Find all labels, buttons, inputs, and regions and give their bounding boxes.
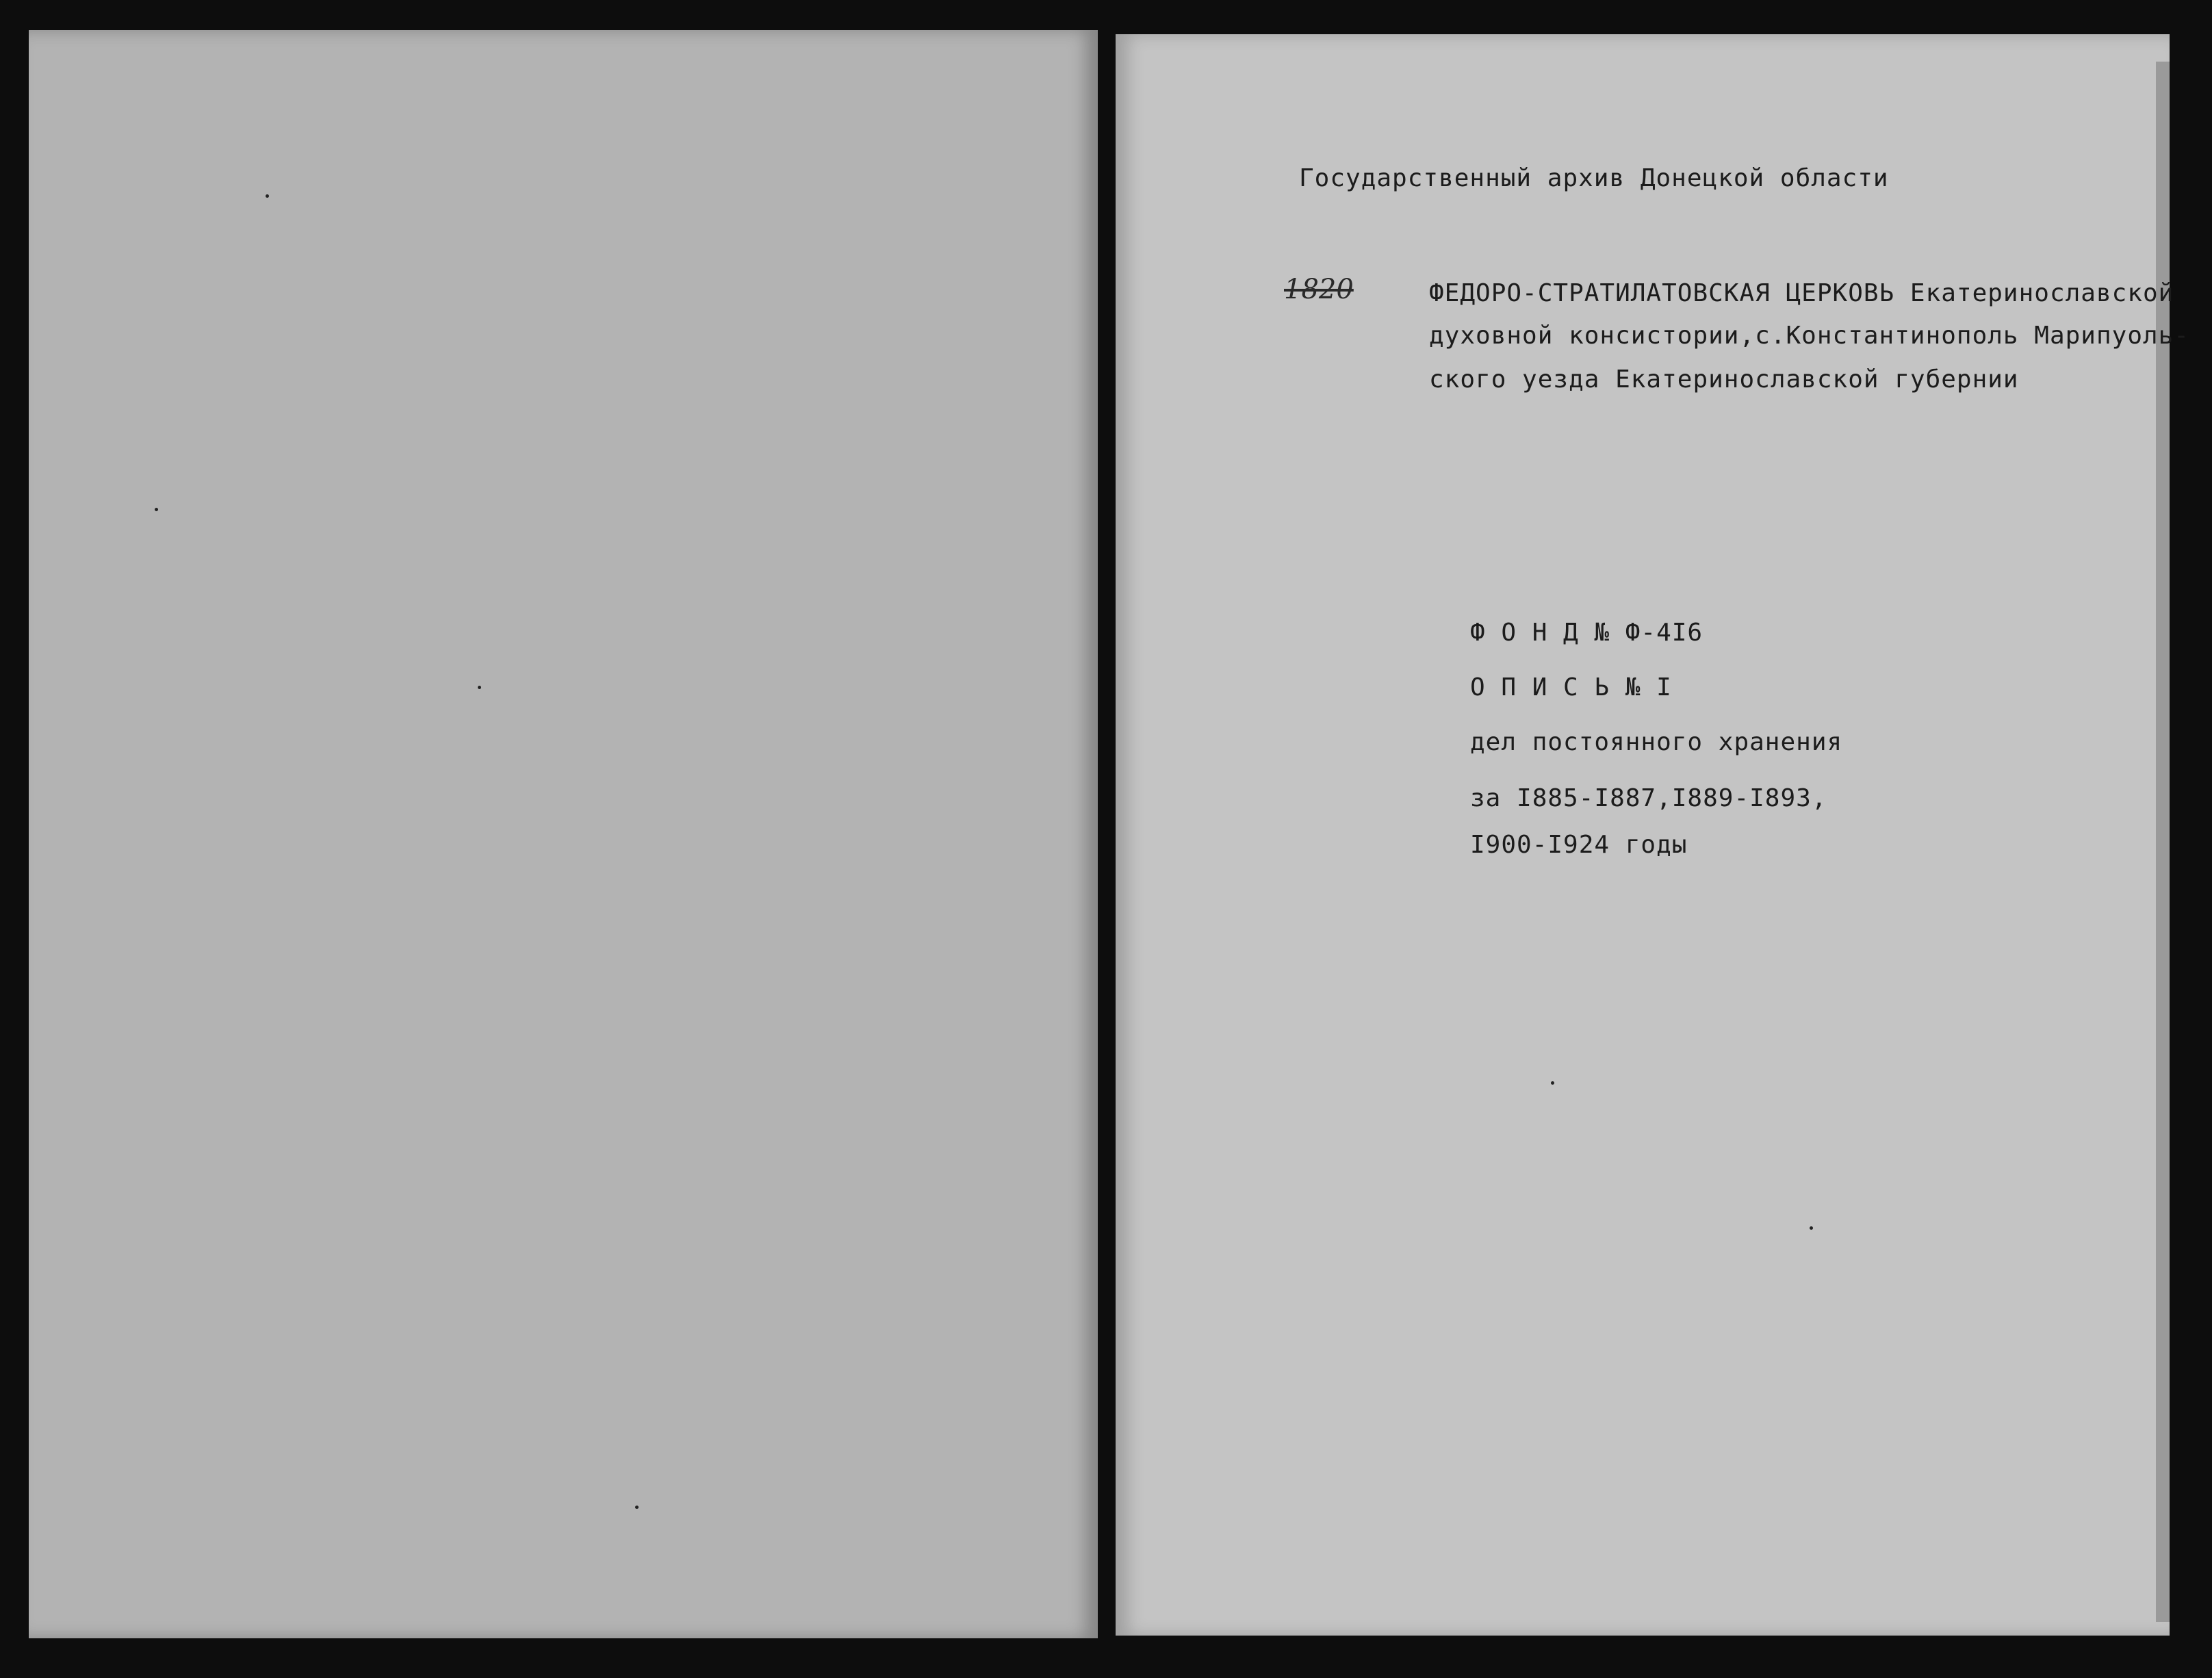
opis-number: О П И С Ь № I <box>1470 673 1672 701</box>
paper-speck <box>1810 1226 1813 1230</box>
paper-speck <box>1551 1081 1554 1085</box>
paper-speck <box>155 508 158 511</box>
years-line-2: I900-I924 годы <box>1470 831 1688 859</box>
archive-name: Государственный архив Донецкой области <box>1299 164 1889 192</box>
left-page-blank <box>29 30 1098 1638</box>
fund-title-line-1: ФЕДОРО-СТРАТИЛАТОВСКАЯ ЦЕРКОВЬ Екатеринославской <box>1429 279 2174 307</box>
handwritten-number: 1820 <box>1284 274 1354 305</box>
paper-speck <box>635 1506 639 1509</box>
fond-number: Ф О Н Д № Ф-4I6 <box>1470 619 1703 647</box>
years-line-1: за I885-I887,I889-I893, <box>1470 784 1827 812</box>
paper-speck <box>478 686 481 689</box>
fund-title-line-2: духовной консистории,с.Константинополь Марипуоль- <box>1429 322 2190 350</box>
paper-speck <box>266 194 269 198</box>
fund-title-line-3: ского уезда Екатеринославской губернии <box>1429 365 2019 393</box>
cases-description: дел постоянного хранения <box>1470 728 1843 756</box>
